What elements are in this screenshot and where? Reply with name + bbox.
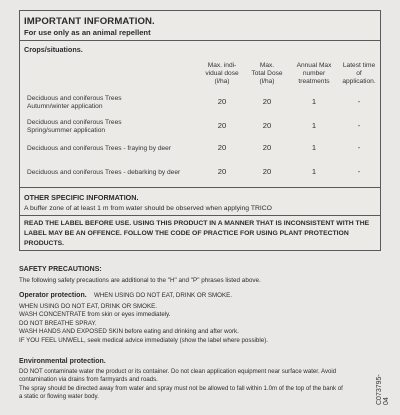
- table-cell: -: [357, 97, 361, 106]
- important-information-box: [19, 10, 381, 251]
- operator-protection-title: Operator protection.: [19, 292, 87, 299]
- table-cell: 1: [311, 167, 317, 176]
- table-cell: 20: [217, 121, 227, 130]
- divider: [20, 187, 380, 188]
- other-specific-information-title: OTHER SPECIFIC INFORMATION.: [24, 193, 139, 202]
- operator-protection-text: WHEN USING DO NOT EAT, DRINK OR SMOKE. WASH CONCENTRATE from skin or eyes immediately. DO NOT BREATHE SPRAY. WASH HANDS AND EXPOSED SKIN before eating and drinking and after work. IF YOU FEEL UNWELL, seek medical advice immediately (show the label where possible).: [19, 303, 268, 344]
- column-header-annual-max-treatments: Annual Max number treatments: [296, 62, 332, 85]
- table-cell: 1: [311, 97, 317, 106]
- table-cell: 20: [217, 143, 227, 152]
- table-cell: 20: [217, 167, 227, 176]
- environmental-protection-title: Environmental protection.: [19, 358, 106, 365]
- environmental-protection-text: DO NOT contaminate water the product or its container. Do not clean application equipment near surface water. Avoid contamination via drains from farmyards and roads. The spray should be directed away from water and spray must not be allowed to fall within 1.0m of the top of the bank of a static or flowing water body.: [19, 368, 343, 401]
- show-through-text: [120, 257, 122, 263]
- table-cell: 20: [262, 97, 272, 106]
- table-cell: -: [357, 143, 361, 152]
- divider: [20, 40, 380, 41]
- table-cell: -: [357, 167, 361, 176]
- divider: [20, 215, 380, 216]
- column-header-latest-time: Latest time of application.: [342, 62, 376, 85]
- table-cell: 1: [311, 121, 317, 130]
- table-row-label: Deciduous and coniferous Trees - fraying by deer: [27, 145, 172, 152]
- label-code: C073795-04: [376, 374, 390, 405]
- table-cell: -: [357, 121, 361, 130]
- safety-precautions-text: The following safety precautions are additional to the "H" and "P" phrases listed above.: [19, 277, 261, 284]
- safety-precautions-title: SAFETY PRECAUTIONS:: [19, 266, 102, 273]
- table-cell: 20: [262, 143, 272, 152]
- crops-situations-label: Crops/situations.: [24, 45, 83, 54]
- read-label-warning: READ THE LABEL BEFORE USE. USING THIS PRODUCT IN A MANNER THAT IS INCONSISTENT WITH THE LABEL MAY BE AN OFFENCE. FOLLOW THE CODE OF PRACTICE FOR USING PLANT PROTECTION PRODUCTS.: [24, 220, 370, 248]
- important-information-title: IMPORTANT INFORMATION.: [24, 16, 155, 27]
- column-header-max-individual-dose: Max. indi- vidual dose (l/ha): [205, 62, 239, 85]
- table-cell: 1: [311, 143, 317, 152]
- buffer-zone-text: A buffer zone of at least 1 m from water should be observed when applying TRICO: [24, 205, 272, 212]
- table-cell: 20: [262, 121, 272, 130]
- column-header-max-total-dose: Max. Total Dose (l/ha): [251, 62, 283, 85]
- animal-repellent-subtitle: For use only as an animal repellent: [24, 28, 151, 37]
- table-cell: 20: [217, 97, 227, 106]
- table-row-label: Deciduous and coniferous Trees Autumn/winter application: [27, 95, 122, 110]
- table-row-label: Deciduous and coniferous Trees Spring/summer application: [27, 119, 122, 134]
- operator-protection-first-line: WHEN USING DO NOT EAT, DRINK OR SMOKE.: [94, 292, 232, 299]
- table-cell: 20: [262, 167, 272, 176]
- table-row-label: Deciduous and coniferous Trees - debarking by deer: [27, 169, 181, 176]
